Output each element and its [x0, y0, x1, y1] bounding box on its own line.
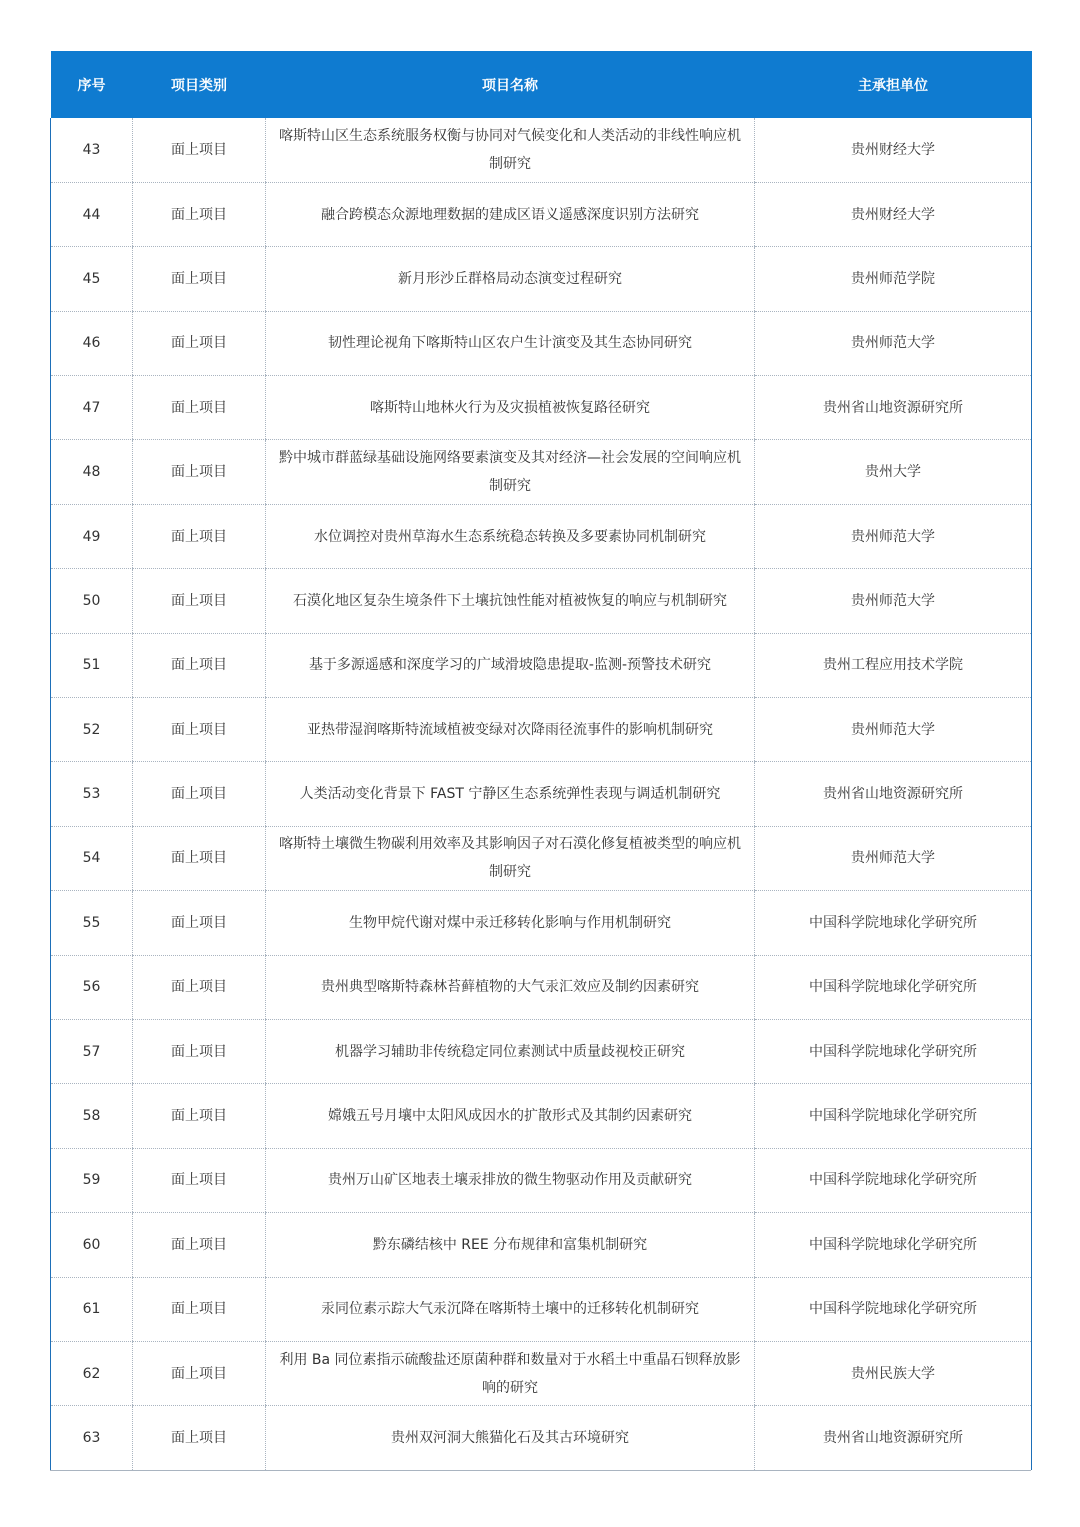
cell-lead-unit: 贵州师范大学: [755, 826, 1032, 890]
cell-category: 面上项目: [133, 1341, 266, 1405]
table-row: [51, 633, 1032, 697]
cell-category: 面上项目: [133, 1406, 266, 1470]
cell-lead-unit: 贵州师范大学: [755, 569, 1032, 633]
cell-project-name: 韧性理论视角下喀斯特山区农户生计演变及其生态协同研究: [266, 311, 755, 375]
table-row: [51, 1019, 1032, 1083]
cell-lead-unit: 贵州省山地资源研究所: [755, 1406, 1032, 1470]
cell-lead-unit: 贵州师范学院: [755, 247, 1032, 311]
cell-index: 56: [51, 955, 133, 1019]
table-row: [51, 1148, 1032, 1212]
cell-category: 面上项目: [133, 1019, 266, 1083]
cell-index: 48: [51, 440, 133, 504]
cell-category: 面上项目: [133, 1148, 266, 1212]
cell-index: 52: [51, 698, 133, 762]
cell-index: 61: [51, 1277, 133, 1341]
cell-index: 54: [51, 826, 133, 890]
cell-lead-unit: 贵州师范大学: [755, 698, 1032, 762]
table-row: [51, 1277, 1032, 1341]
cell-lead-unit: 中国科学院地球化学研究所: [755, 1277, 1032, 1341]
table-bottom-border: [50, 1470, 1031, 1471]
cell-project-name: 黔中城市群蓝绿基础设施网络要素演变及其对经济—社会发展的空间响应机制研究: [266, 440, 755, 504]
cell-project-name: 汞同位素示踪大气汞沉降在喀斯特土壤中的迁移转化机制研究: [266, 1277, 755, 1341]
cell-index: 44: [51, 182, 133, 246]
cell-project-name: 生物甲烷代谢对煤中汞迁移转化影响与作用机制研究: [266, 891, 755, 955]
cell-project-name: 黔东磷结核中 REE 分布规律和富集机制研究: [266, 1213, 755, 1277]
cell-project-name: 新月形沙丘群格局动态演变过程研究: [266, 247, 755, 311]
cell-category: 面上项目: [133, 633, 266, 697]
cell-lead-unit: 贵州师范大学: [755, 311, 1032, 375]
cell-index: 55: [51, 891, 133, 955]
cell-index: 50: [51, 569, 133, 633]
table-row: [51, 311, 1032, 375]
cell-lead-unit: 贵州省山地资源研究所: [755, 376, 1032, 440]
table-row: [51, 762, 1032, 826]
table-row: [51, 440, 1032, 504]
cell-index: 47: [51, 376, 133, 440]
table-row: [51, 118, 1032, 182]
table-row: [51, 891, 1032, 955]
cell-category: 面上项目: [133, 1084, 266, 1148]
cell-category: 面上项目: [133, 1213, 266, 1277]
cell-index: 58: [51, 1084, 133, 1148]
cell-lead-unit: 中国科学院地球化学研究所: [755, 1213, 1032, 1277]
header-project-name: 项目名称: [482, 77, 538, 94]
cell-index: 51: [51, 633, 133, 697]
cell-category: 面上项目: [133, 376, 266, 440]
cell-project-name: 亚热带湿润喀斯特流域植被变绿对次降雨径流事件的影响机制研究: [266, 698, 755, 762]
cell-category: 面上项目: [133, 955, 266, 1019]
cell-lead-unit: 贵州财经大学: [755, 118, 1032, 182]
table-body: [51, 118, 1032, 1470]
cell-index: 53: [51, 762, 133, 826]
cell-index: 63: [51, 1406, 133, 1470]
cell-lead-unit: 贵州民族大学: [755, 1341, 1032, 1405]
cell-project-name: 贵州典型喀斯特森林苔藓植物的大气汞汇效应及制约因素研究: [266, 955, 755, 1019]
table-row: [51, 698, 1032, 762]
cell-project-name: 贵州双河洞大熊猫化石及其古环境研究: [266, 1406, 755, 1470]
cell-lead-unit: 中国科学院地球化学研究所: [755, 1084, 1032, 1148]
cell-project-name: 喀斯特山地林火行为及灾损植被恢复路径研究: [266, 376, 755, 440]
cell-lead-unit: 贵州省山地资源研究所: [755, 762, 1032, 826]
cell-lead-unit: 贵州工程应用技术学院: [755, 633, 1032, 697]
cell-index: 62: [51, 1341, 133, 1405]
cell-index: 57: [51, 1019, 133, 1083]
table-row: [51, 504, 1032, 568]
cell-project-name: 基于多源遥感和深度学习的广域滑坡隐患提取-监测-预警技术研究: [266, 633, 755, 697]
cell-project-name: 融合跨模态众源地理数据的建成区语义遥感深度识别方法研究: [266, 182, 755, 246]
cell-project-name: 石漠化地区复杂生境条件下土壤抗蚀性能对植被恢复的响应与机制研究: [266, 569, 755, 633]
table-row: [51, 376, 1032, 440]
cell-category: 面上项目: [133, 182, 266, 246]
project-table: [50, 51, 1032, 1470]
cell-lead-unit: 贵州财经大学: [755, 182, 1032, 246]
cell-index: 49: [51, 504, 133, 568]
cell-category: 面上项目: [133, 698, 266, 762]
cell-project-name: 喀斯特土壤微生物碳利用效率及其影响因子对石漠化修复植被类型的响应机制研究: [266, 826, 755, 890]
cell-lead-unit: 贵州大学: [755, 440, 1032, 504]
cell-category: 面上项目: [133, 1277, 266, 1341]
cell-category: 面上项目: [133, 826, 266, 890]
project-table-container: [50, 51, 1031, 1470]
cell-project-name: 嫦娥五号月壤中太阳风成因水的扩散形式及其制约因素研究: [266, 1084, 755, 1148]
cell-category: 面上项目: [133, 762, 266, 826]
table-header: [51, 51, 1032, 118]
cell-category: 面上项目: [133, 504, 266, 568]
cell-lead-unit: 中国科学院地球化学研究所: [755, 955, 1032, 1019]
table-row: [51, 826, 1032, 890]
header-category: 项目类别: [171, 77, 227, 94]
cell-project-name: 利用 Ba 同位素指示硫酸盐还原菌种群和数量对于水稻土中重晶石钡释放影响的研究: [266, 1341, 755, 1405]
cell-category: 面上项目: [133, 247, 266, 311]
cell-category: 面上项目: [133, 440, 266, 504]
table-row: [51, 247, 1032, 311]
table-row: [51, 1406, 1032, 1470]
cell-index: 60: [51, 1213, 133, 1277]
cell-project-name: 喀斯特山区生态系统服务权衡与协同对气候变化和人类活动的非线性响应机制研究: [266, 118, 755, 182]
cell-category: 面上项目: [133, 118, 266, 182]
table-row: [51, 1213, 1032, 1277]
cell-index: 59: [51, 1148, 133, 1212]
cell-project-name: 人类活动变化背景下 FAST 宁静区生态系统弹性表现与调适机制研究: [266, 762, 755, 826]
cell-lead-unit: 中国科学院地球化学研究所: [755, 1148, 1032, 1212]
table-row: [51, 955, 1032, 1019]
cell-project-name: 机器学习辅助非传统稳定同位素测试中质量歧视校正研究: [266, 1019, 755, 1083]
cell-lead-unit: 中国科学院地球化学研究所: [755, 1019, 1032, 1083]
table-row: [51, 569, 1032, 633]
header-lead-unit: 主承担单位: [858, 77, 928, 94]
cell-project-name: 贵州万山矿区地表土壤汞排放的微生物驱动作用及贡献研究: [266, 1148, 755, 1212]
cell-lead-unit: 贵州师范大学: [755, 504, 1032, 568]
cell-index: 43: [51, 118, 133, 182]
header-index: 序号: [77, 77, 106, 94]
table-row: [51, 182, 1032, 246]
table-row: [51, 1084, 1032, 1148]
cell-lead-unit: 中国科学院地球化学研究所: [755, 891, 1032, 955]
header-row: [51, 51, 1032, 118]
cell-index: 45: [51, 247, 133, 311]
cell-index: 46: [51, 311, 133, 375]
cell-project-name: 水位调控对贵州草海水生态系统稳态转换及多要素协同机制研究: [266, 504, 755, 568]
cell-category: 面上项目: [133, 311, 266, 375]
cell-category: 面上项目: [133, 569, 266, 633]
table-row: [51, 1341, 1032, 1405]
cell-category: 面上项目: [133, 891, 266, 955]
